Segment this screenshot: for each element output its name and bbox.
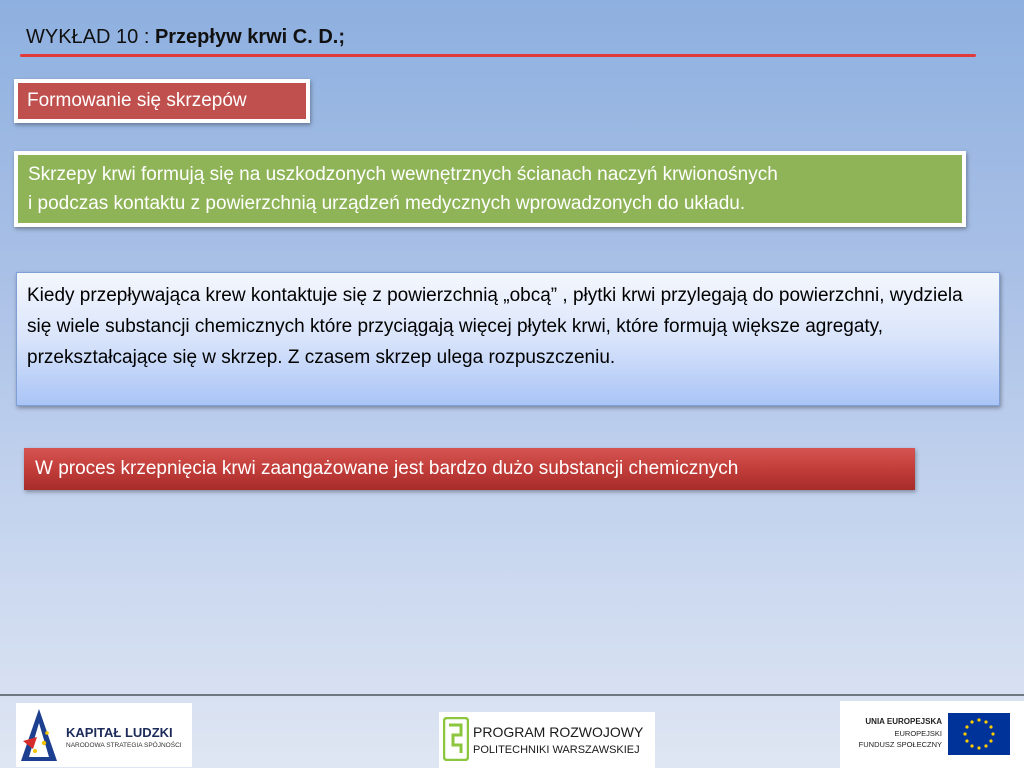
ue-line-3: FUNDUSZ SPOŁECZNY <box>858 740 942 749</box>
clot-formation-line-1: Skrzepy krwi formują się na uszkodzonych wewnętrznych ścianach naczyń krwionośnych <box>28 164 778 185</box>
chemical-substances-text: W proces krzepnięcia krwi zaangażowane jest bardzo dużo substancji chemicznych <box>35 458 739 479</box>
chemical-substances-box <box>24 448 915 490</box>
kapital-ludzki-emblem-icon <box>19 707 59 763</box>
section-heading-box <box>14 79 310 123</box>
slide-title-prefix: WYKŁAD 10 : <box>26 26 155 48</box>
section-heading-text: Formowanie się skrzepów <box>18 83 306 119</box>
eu-flag-icon <box>948 713 1010 755</box>
platelet-process-box <box>16 272 1000 406</box>
clot-formation-text <box>18 155 962 223</box>
title-underline <box>20 54 976 57</box>
platelet-process-text: Kiedy przepływająca krew kontaktuje się z powierzchnią „obcą” , płytki krwi przylegają do powierzchni, wydziela się wiele substancji chemicznych które przyciągają więcej płytek krwi, które formują większe agregaty, przekształcające się w skrzep. Z czasem skrzep ulega rozpuszczeniu. <box>27 285 963 368</box>
unia-europejska-logo <box>840 701 1024 768</box>
program-rozwojowy-line-2: POLITECHNIKI WARSZAWSKIEJ <box>473 744 640 756</box>
ue-line-1: UNIA EUROPEJSKA <box>865 717 942 726</box>
ue-line-2: EUROPEJSKI <box>894 729 942 738</box>
program-rozwojowy-logo <box>439 712 655 768</box>
kapital-ludzki-title: KAPITAŁ LUDZKI <box>66 725 173 740</box>
program-rozwojowy-line-1: PROGRAM ROZWOJOWY <box>473 724 644 740</box>
slide-title <box>26 26 345 49</box>
kapital-ludzki-logo <box>16 703 192 767</box>
clot-formation-box <box>14 151 966 227</box>
clot-formation-line-2: i podczas kontaktu z powierzchnią urządzeń medycznych wprowadzonych do układu. <box>28 193 746 214</box>
slide-title-bold: Przepływ krwi C. D.; <box>154 26 345 48</box>
footer-divider <box>0 694 1024 696</box>
kapital-ludzki-subtitle: NARODOWA STRATEGIA SPÓJNOŚCI <box>66 742 182 749</box>
program-rozwojowy-emblem-icon <box>443 717 469 761</box>
